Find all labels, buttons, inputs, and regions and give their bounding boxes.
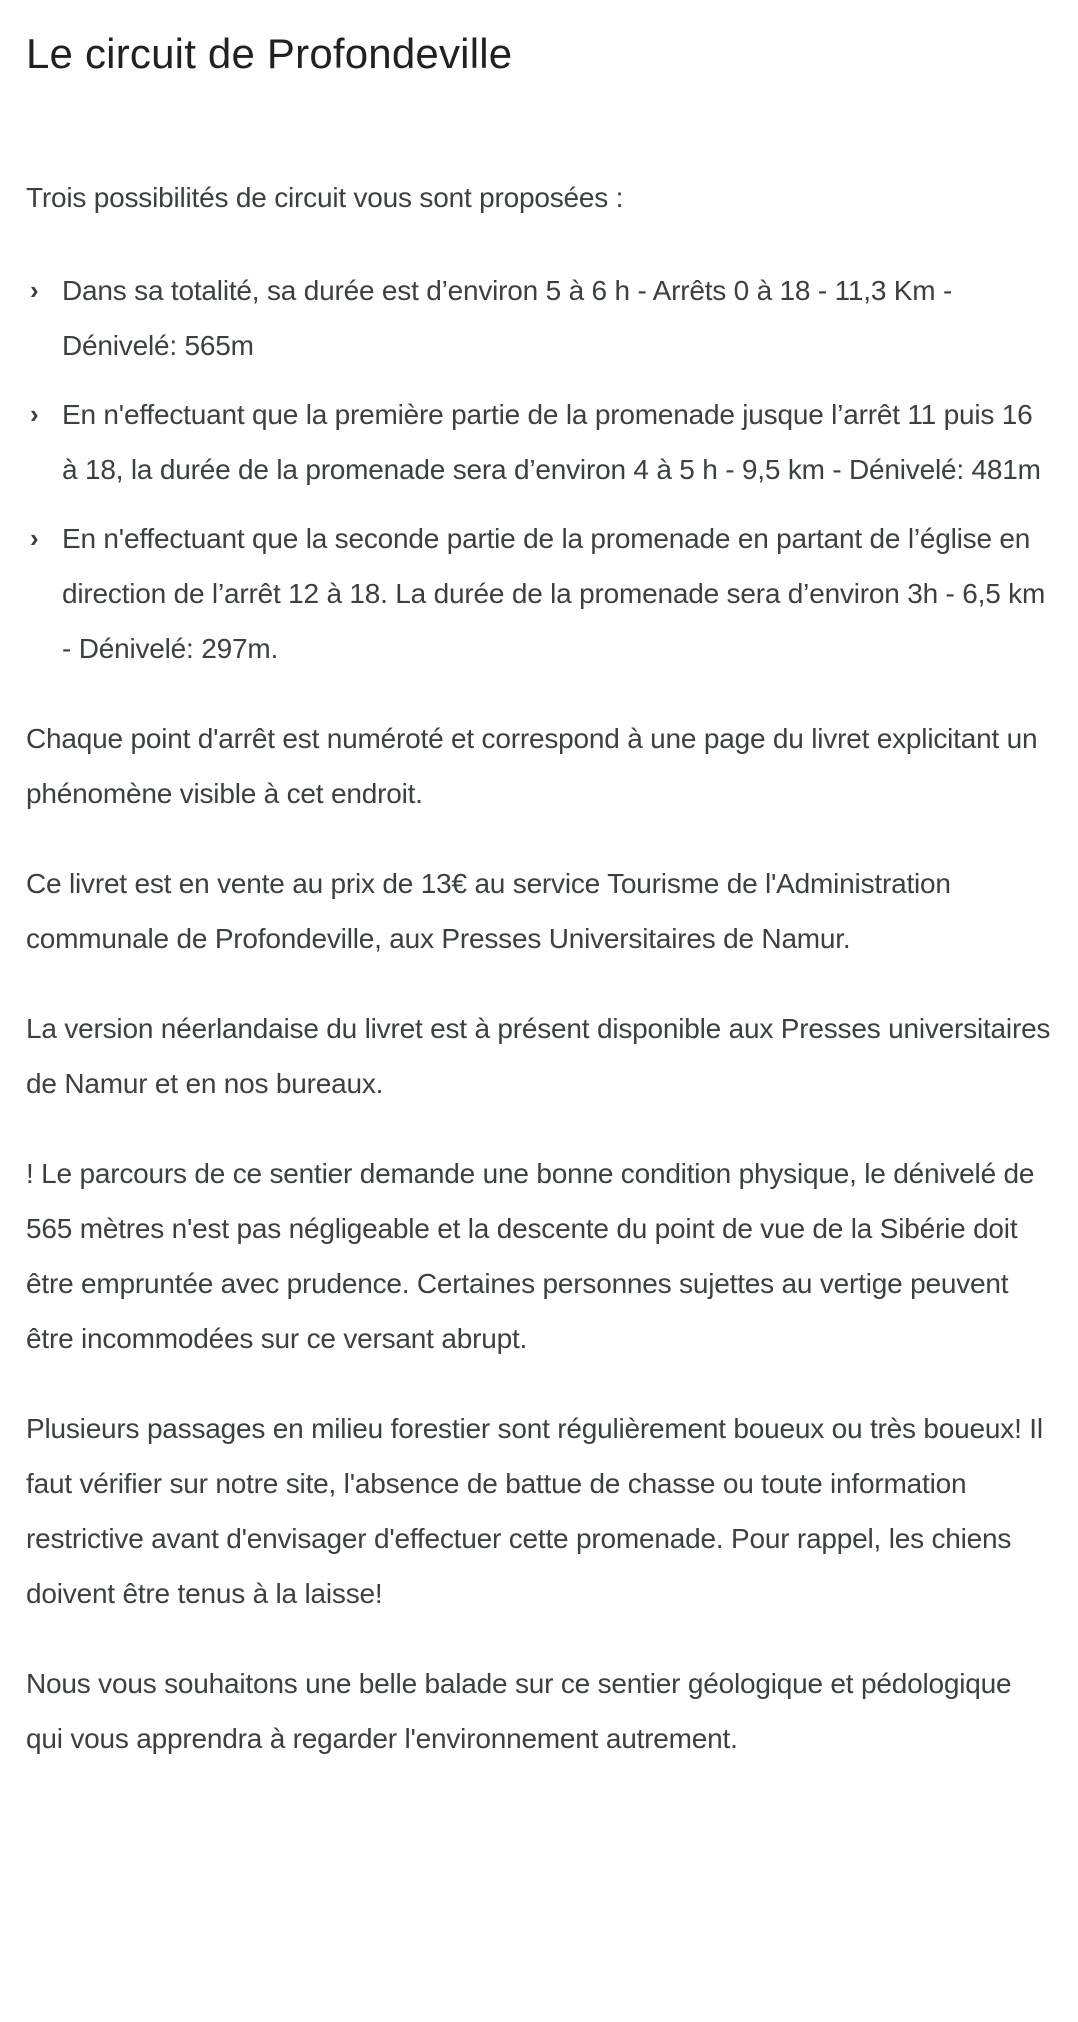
paragraph-booklet-numbering: Chaque point d'arrêt est numéroté et correspond à une page du livret explicitant un phénomène visible à cet endroit. [26,723,1038,809]
list-item [26,511,1052,676]
list-item [26,263,1052,373]
chevron-bullet-icon: › [30,275,39,305]
list-item-text: Dans sa totalité, sa durée est d’environ 5 à 6 h - Arrêts 0 à 18 - 11,3 Km - Dénivelé: 565m [62,275,953,361]
paragraph-booklet-price: Ce livret est en vente au prix de 13€ au service Tourisme de l'Administration communale de Profondeville, aux Presses Universitaires de Namur. [26,868,951,954]
paragraph-closing-wish: Nous vous souhaitons une belle balade sur ce sentier géologique et pédologique qui vous apprendra à regarder l'environnement autrement. [26,1668,1012,1754]
paragraph-muddy-warning: Plusieurs passages en milieu forestier sont régulièrement boueux ou très boueux! Il faut vérifier sur notre site, l'absence de battue de chasse ou toute information restrictive avant d'envisager d'effectuer cette promenade. Pour rappel, les chiens doivent être tenus à la laisse! [26,1413,1043,1609]
paragraph-difficulty-warning: ! Le parcours de ce sentier demande une bonne condition physique, le dénivelé de 565 mètres n'est pas négligeable et la descente du point de vue de la Sibérie doit être empruntée avec prudence. Certaines personnes sujettes au vertige peuvent être incommodées sur ce versant abrupt. [26,1158,1035,1354]
chevron-bullet-icon: › [30,399,39,429]
circuit-options-list [26,263,1052,676]
paragraph-dutch-version: La version néerlandaise du livret est à présent disponible aux Presses universitaires de Namur et en nos bureaux. [26,1013,1051,1099]
page-title: Le circuit de Profondeville [26,30,513,77]
chevron-bullet-icon: › [30,523,39,553]
list-item [26,387,1052,497]
list-item-text: En n'effectuant que la seconde partie de la promenade en partant de l’église en direction de l’arrêt 12 à 18. La durée de la promenade sera d’environ 3h - 6,5 km - Dénivelé: 297m. [62,523,1046,664]
list-item-text: En n'effectuant que la première partie de la promenade jusque l’arrêt 11 puis 16 à 18, la durée de la promenade sera d’environ 4 à 5 h - 9,5 km - Dénivelé: 481m [62,399,1041,485]
intro-paragraph: Trois possibilités de circuit vous sont proposées : [26,182,624,213]
